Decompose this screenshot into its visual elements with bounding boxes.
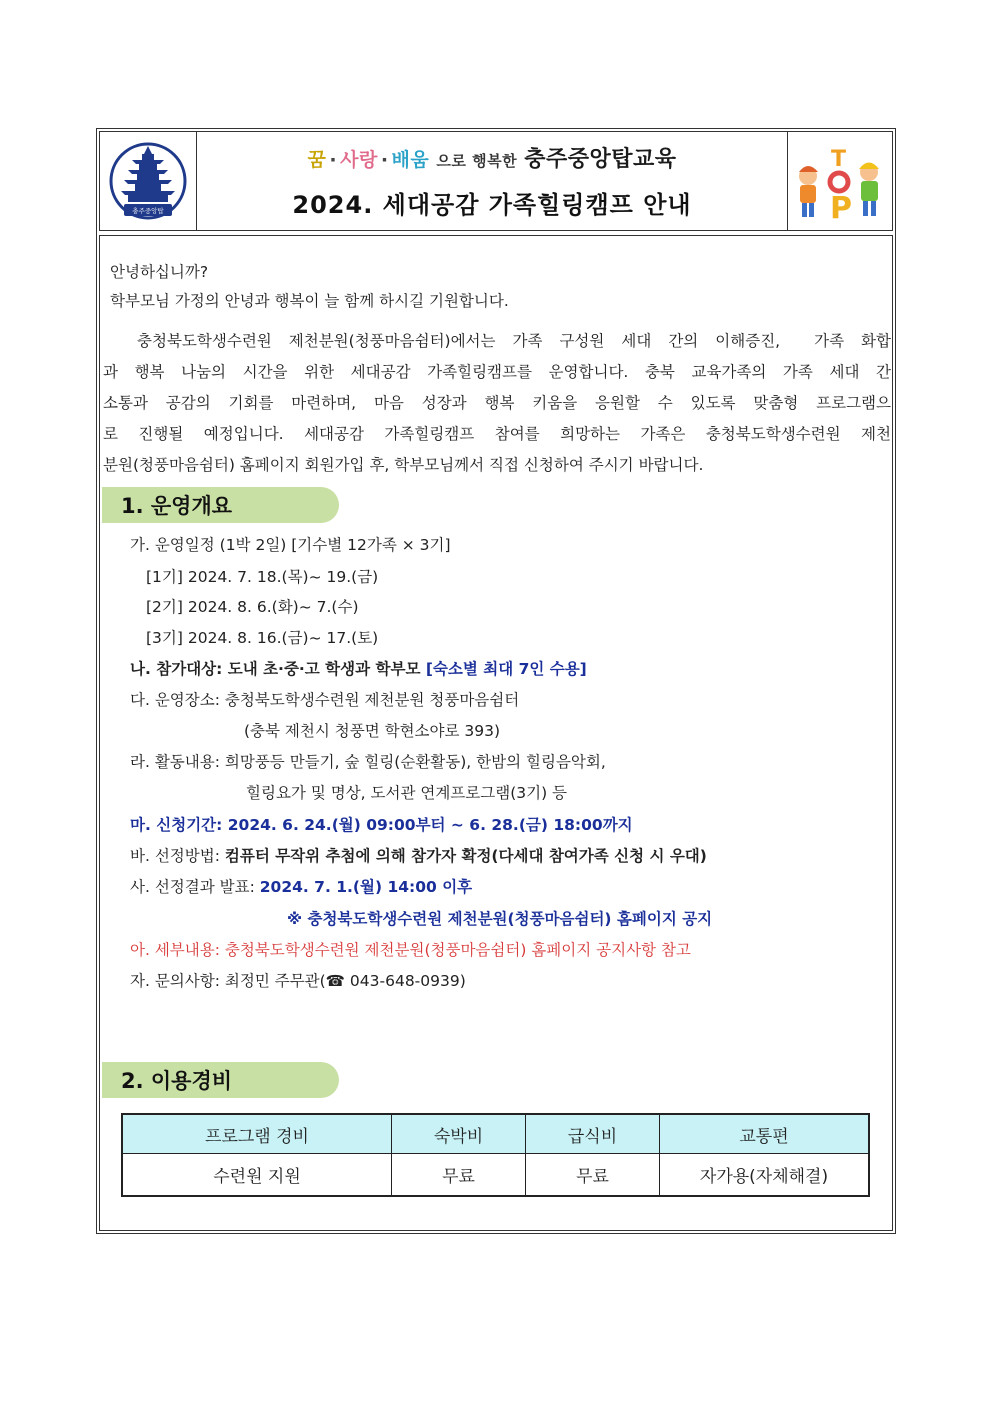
table-header-row xyxy=(122,1114,869,1154)
target-label: 나. 참가대상: 도내 초·중·고 학생과 학부모 xyxy=(130,660,421,678)
top-letter-o-icon xyxy=(830,173,848,191)
svg-text:T: T xyxy=(831,147,847,172)
item-ga-schedule: 가. 운영일정 (1박 2일) [기수별 12가족 × 3기] xyxy=(130,536,451,554)
table-row xyxy=(122,1154,869,1197)
activities-continued: 힐링요가 및 명상, 도서관 연계프로그램(3기) 등 xyxy=(246,784,568,802)
item-sa-announcement xyxy=(130,876,472,898)
svg-text:충주중앙탑: 충주중앙탑 xyxy=(132,207,164,215)
item-ba-method xyxy=(130,845,707,867)
table-cell: 자가용(자체해결) xyxy=(660,1154,870,1197)
section-heading-cost: 2. 이용경비 xyxy=(102,1062,339,1098)
item-ja-contact: 자. 문의사항: 최정민 주무관(☎ 043-648-0939) xyxy=(130,972,466,990)
item-na-target xyxy=(130,658,587,680)
slogan-dot: · xyxy=(329,149,338,171)
intro-paragraph xyxy=(103,326,891,481)
session-1: [1기] 2024. 7. 18.(목)~ 19.(금) xyxy=(146,568,379,586)
page-title: 2024. 세대공감 가족힐링캠프 안내 xyxy=(292,191,692,219)
method-value: 컴퓨터 무작위 추첨에 의해 참가자 확정(다세대 참여가족 신청 시 우대) xyxy=(224,847,707,865)
table-cell: 무료 xyxy=(392,1154,526,1197)
table-header-cell: 숙박비 xyxy=(392,1114,526,1154)
method-label: 바. 선정방법: xyxy=(130,847,225,865)
announcement-value: 2024. 7. 1.(월) 14:00 이후 xyxy=(259,878,473,896)
table-cell: 수련원 지원 xyxy=(122,1154,392,1197)
item-ma-period: 마. 신청기간: 2024. 6. 24.(월) 09:00부터 ~ 6. 28.(금) 18:00까지 xyxy=(130,816,633,834)
document-header xyxy=(99,131,893,231)
svg-text:P: P xyxy=(830,191,852,224)
table-cell: 무료 xyxy=(526,1154,660,1197)
slogan xyxy=(308,142,677,173)
item-a-details: 아. 세부내용: 충청북도학생수련원 제천분원(청풍마음쉼터) 홈페이지 공지사항 참고 xyxy=(130,941,691,959)
slogan-word-love: 사랑 xyxy=(340,149,378,171)
slogan-suffix: 으로 행복한 xyxy=(436,152,518,170)
intro-line: 분원(청풍마음쉼터) 홈페이지 회원가입 후, 학부모님께서 직접 신청하여 주시기 바랍니다. xyxy=(103,456,704,474)
header-title-block xyxy=(197,132,787,230)
table-header-cell: 교통편 xyxy=(660,1114,870,1154)
slogan-district: 충주중앙탑교육 xyxy=(524,147,677,172)
item-da-venue: 다. 운영장소: 충청북도학생수련원 제천분원 청풍마음쉼터 xyxy=(130,691,520,709)
slogan-word-dream: 꿈 xyxy=(307,149,327,171)
top-mascot-logo xyxy=(787,132,892,230)
session-3: [3기] 2024. 8. 16.(금)~ 17.(토) xyxy=(146,629,379,647)
intro-line: 소통과 공감의 기회를 마련하며, 마음 성장과 행복 키움을 응원할 수 있도록 맞춤형 프로그램으 xyxy=(103,394,891,412)
intro-line: 과 행복 나눔의 시간을 위한 세대공감 가족힐링캠프를 운영합니다. 충북 교육가족의 가족 세대 간 xyxy=(103,363,891,381)
intro-line: 로 진행될 예정입니다. 세대공감 가족힐링캠프 참여를 희망하는 가족은 충청북도학생수련원 제천 xyxy=(103,425,891,443)
pagoda-logo-icon xyxy=(108,136,188,226)
top-kids-icon xyxy=(791,138,889,224)
greeting-line-2: 학부모님 가정의 안녕과 행복이 늘 함께 하시길 기원합니다. xyxy=(110,292,509,310)
section-heading-overview: 1. 운영개요 xyxy=(102,487,339,523)
greeting-line-1: 안녕하십니까? xyxy=(110,263,209,281)
cost-table xyxy=(121,1113,870,1197)
announcement-label: 사. 선정결과 발표: xyxy=(130,878,260,896)
school-logo xyxy=(100,132,197,230)
item-ra-activities: 라. 활동내용: 희망풍등 만들기, 숲 힐링(순환활동), 한밤의 힐링음악회, xyxy=(130,753,606,771)
announcement-note: ※ 충청북도학생수련원 제천분원(청풍마음쉼터) 홈페이지 공지 xyxy=(287,910,713,928)
venue-address: (충북 제천시 청풍면 학현소야로 393) xyxy=(244,722,501,740)
table-header-cell: 급식비 xyxy=(526,1114,660,1154)
session-2: [2기] 2024. 8. 6.(화)~ 7.(수) xyxy=(146,598,359,616)
intro-line: 충청북도학생수련원 제천분원(청풍마음쉼터)에서는 가족 구성원 세대 간의 이해증진, 가족 화합 xyxy=(103,332,891,350)
target-note: [숙소별 최대 7인 수용] xyxy=(425,660,587,678)
table-header-cell: 프로그램 경비 xyxy=(122,1114,392,1154)
slogan-word-learning: 배움 xyxy=(391,149,430,171)
slogan-dot: · xyxy=(380,149,389,171)
